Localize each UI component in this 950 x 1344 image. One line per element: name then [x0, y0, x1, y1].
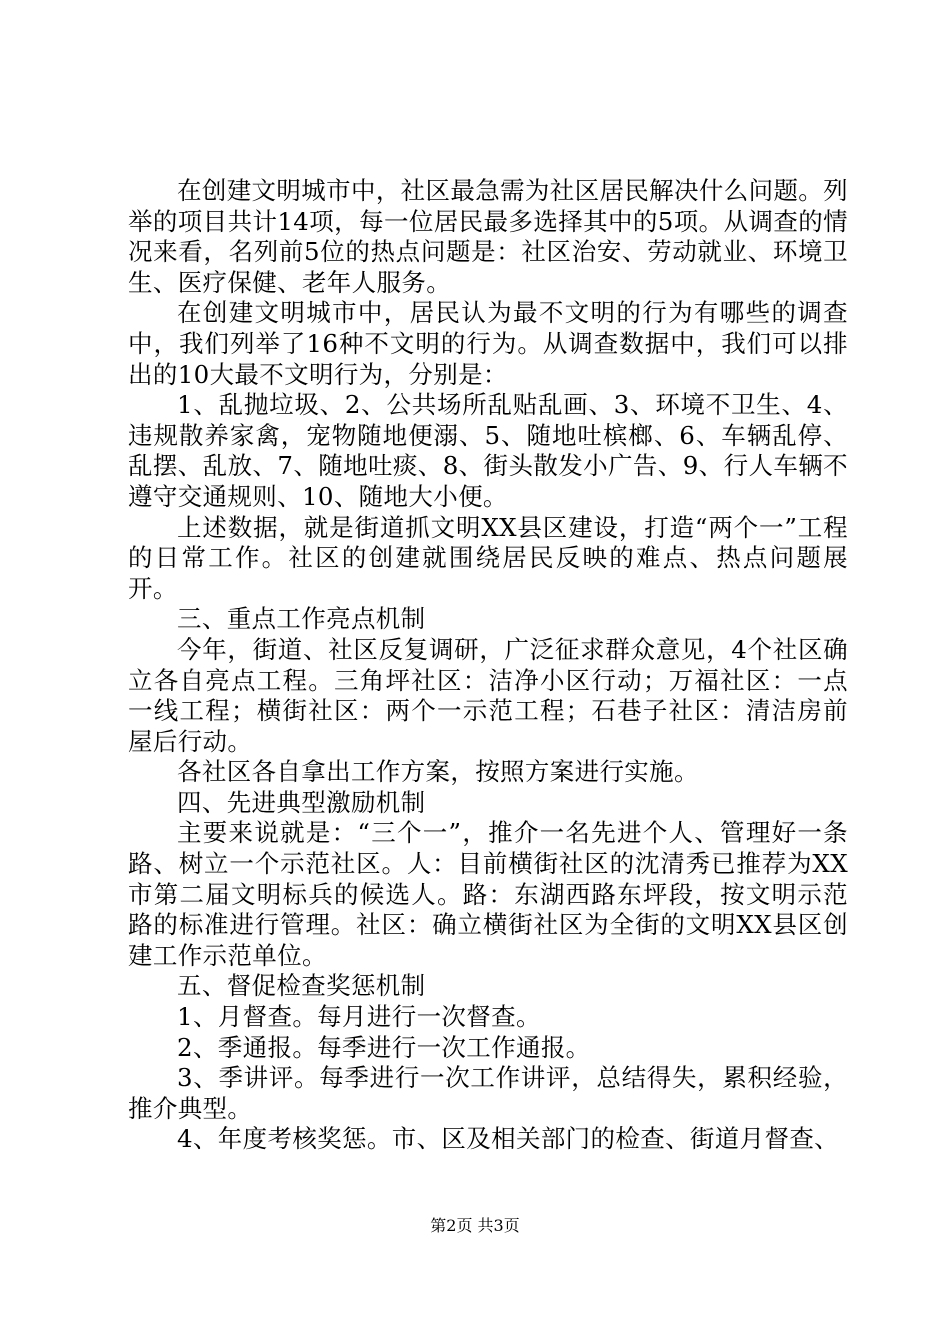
paragraph-uncivil-behaviors-list: 1、乱抛垃圾、2、公共场所乱贴乱画、3、环境不卫生、4、违规散养家禽，宠物随地便溺、5、随地吐槟榔、6、车辆乱停、乱摆、乱放、7、随地吐痰、8、街头散发小广告、9、行人车辆不遵守交通规则、10、随地大小便。 — [128, 390, 848, 511]
page-number-footer: 第2页 共3页 — [430, 1216, 520, 1235]
paragraph-highlight-projects: 今年，街道、社区反复调研，广泛征求群众意见，4个社区确立各自亮点工程。三角坪社区：洁净小区行动；万福社区：一点一线工程；横街社区：两个一示范工程；石巷子社区：清洁房前屋后行动。 — [128, 634, 848, 756]
paragraph-survey-issues: 在创建文明城市中，社区最急需为社区居民解决什么问题。列举的项目共计14项，每一位居民最多选择其中的5项。从调查的情况来看，名列前5位的热点问题是：社区治安、劳动就业、环境卫生、医疗保健、老年人服务。 — [128, 176, 848, 297]
paragraph-data-summary: 上述数据，就是街道抓文明XX县区建设，打造“两个一”工程的日常工作。社区的创建就围绕居民反映的难点、热点问题展开。 — [128, 512, 848, 603]
paragraph-three-ones: 主要来说就是：“三个一”，推介一名先进个人、管理好一条路、树立一个示范社区。人：目前横街社区的沈清秀已推荐为XX市第二届文明标兵的候选人。路：东湖西路东坪段，按文明示范路的标准进行管理。社区：确立横街社区为全街的文明XX县区创建工作示范单位。 — [128, 818, 848, 970]
list-item-quarterly-review: 3、季讲评。每季进行一次工作讲评，总结得失，累积经验，推介典型。 — [128, 1063, 848, 1123]
list-item-annual-assessment: 4、年度考核奖惩。市、区及相关部门的检查、街道月督查、 — [177, 1124, 840, 1154]
document-body — [128, 176, 848, 1155]
paragraph-uncivil-behaviors-intro: 在创建文明城市中，居民认为最不文明的行为有哪些的调查中，我们列举了16种不文明的行为。从调查数据中，我们可以排出的10大最不文明行为，分别是： — [128, 298, 848, 389]
list-item-monthly-inspection: 1、月督查。每月进行一次督查。 — [177, 1002, 541, 1032]
section-heading-5: 五、督促检查奖惩机制 — [177, 971, 426, 1001]
section-heading-4: 四、先进典型激励机制 — [177, 787, 426, 817]
paragraph-work-plans: 各社区各自拿出工作方案，按照方案进行实施。 — [177, 757, 699, 787]
section-heading-3: 三、重点工作亮点机制 — [177, 604, 426, 634]
list-item-quarterly-report: 2、季通报。每季进行一次工作通报。 — [177, 1032, 591, 1062]
